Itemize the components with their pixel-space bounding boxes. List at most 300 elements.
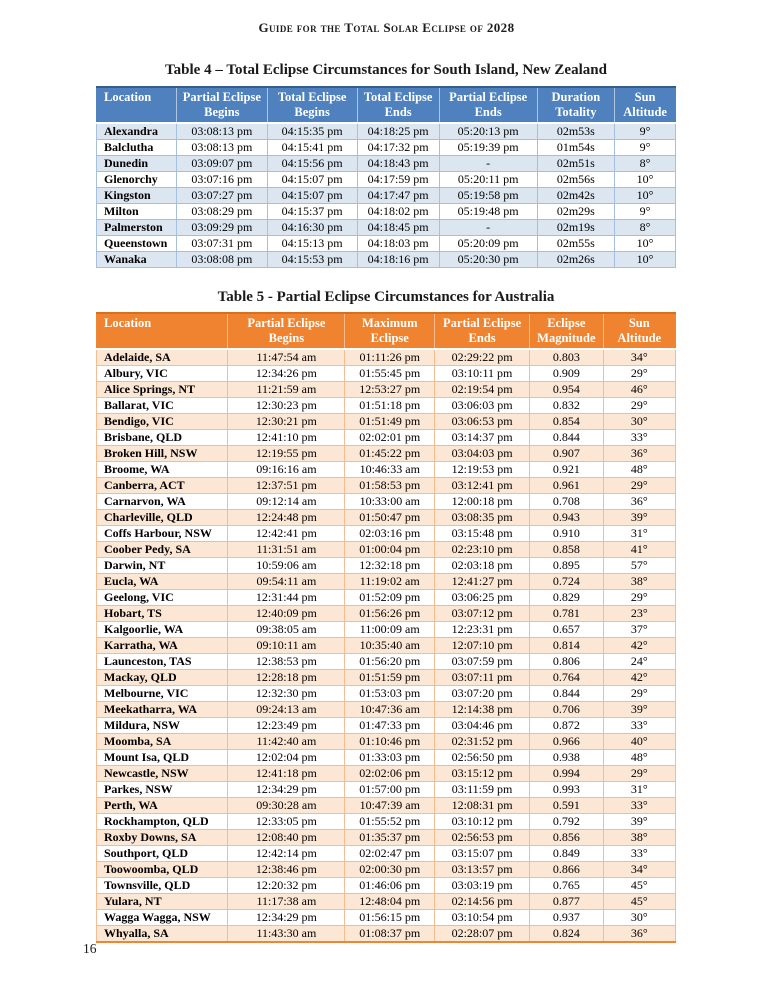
value-cell: 8° xyxy=(615,156,676,172)
location-cell: Bendigo, VIC xyxy=(97,414,228,430)
table-row xyxy=(97,558,676,574)
value-cell: 12:38:46 pm xyxy=(228,862,345,878)
location-cell: Townsville, QLD xyxy=(97,878,228,894)
value-cell: 39° xyxy=(603,702,675,718)
value-cell: 12:28:18 pm xyxy=(228,670,345,686)
location-cell: Eucla, WA xyxy=(97,574,228,590)
value-cell: 04:18:02 pm xyxy=(357,204,439,220)
value-cell: 12:24:48 pm xyxy=(228,510,345,526)
value-cell: 12:30:21 pm xyxy=(228,414,345,430)
table-row xyxy=(97,814,676,830)
value-cell: 01:51:49 pm xyxy=(345,414,435,430)
value-cell: 01:56:26 pm xyxy=(345,606,435,622)
value-cell: 04:15:07 pm xyxy=(267,188,357,204)
location-cell: Karratha, WA xyxy=(97,638,228,654)
table-row xyxy=(97,622,676,638)
location-cell: Palmerston xyxy=(97,220,177,236)
value-cell: 11:43:30 am xyxy=(228,926,345,943)
value-cell: 12:00:18 pm xyxy=(435,494,530,510)
value-cell: 02:00:30 pm xyxy=(345,862,435,878)
value-cell: 0.993 xyxy=(530,782,604,798)
value-cell: 05:19:39 pm xyxy=(439,140,537,156)
table-row xyxy=(97,140,676,156)
value-cell: 01:51:18 pm xyxy=(345,398,435,414)
table-row xyxy=(97,188,676,204)
value-cell: 40° xyxy=(603,734,675,750)
value-cell: 04:15:41 pm xyxy=(267,140,357,156)
value-cell: 0.872 xyxy=(530,718,604,734)
value-cell: 02m29s xyxy=(537,204,615,220)
table-row xyxy=(97,638,676,654)
header-row xyxy=(97,313,676,349)
value-cell: 01:56:20 pm xyxy=(345,654,435,670)
table-row xyxy=(97,670,676,686)
value-cell: 02:56:53 pm xyxy=(435,830,530,846)
location-cell: Canberra, ACT xyxy=(97,478,228,494)
value-cell: 33° xyxy=(603,718,675,734)
value-cell: 0.856 xyxy=(530,830,604,846)
value-cell: 10:47:39 am xyxy=(345,798,435,814)
value-cell: 12:38:53 pm xyxy=(228,654,345,670)
value-cell: 03:08:13 pm xyxy=(176,140,267,156)
value-cell: 0.910 xyxy=(530,526,604,542)
value-cell: 03:08:08 pm xyxy=(176,252,267,268)
value-cell: 57° xyxy=(603,558,675,574)
location-cell: Meekatharra, WA xyxy=(97,702,228,718)
value-cell: 29° xyxy=(603,366,675,382)
value-cell: 0.708 xyxy=(530,494,604,510)
table-row xyxy=(97,654,676,670)
value-cell: 09:24:13 am xyxy=(228,702,345,718)
value-cell: 45° xyxy=(603,894,675,910)
value-cell: 03:08:13 pm xyxy=(176,123,267,140)
value-cell: 09:12:14 am xyxy=(228,494,345,510)
value-cell: 12:48:04 pm xyxy=(345,894,435,910)
value-cell: 0.765 xyxy=(530,878,604,894)
location-cell: Dunedin xyxy=(97,156,177,172)
table-row xyxy=(97,926,676,943)
value-cell: 12:40:09 pm xyxy=(228,606,345,622)
value-cell: 0.824 xyxy=(530,926,604,943)
table5-title: Table 5 - Partial Eclipse Circumstances for Australia xyxy=(217,289,555,305)
value-cell: 12:02:04 pm xyxy=(228,750,345,766)
header-row xyxy=(97,87,676,123)
value-cell: 05:19:58 pm xyxy=(439,188,537,204)
table-row xyxy=(97,798,676,814)
value-cell: 12:30:23 pm xyxy=(228,398,345,414)
value-cell: 0.764 xyxy=(530,670,604,686)
value-cell: - xyxy=(439,220,537,236)
value-cell: 0.877 xyxy=(530,894,604,910)
value-cell: 03:07:20 pm xyxy=(435,686,530,702)
value-cell: 02m42s xyxy=(537,188,615,204)
table-row xyxy=(97,414,676,430)
value-cell: 12:08:40 pm xyxy=(228,830,345,846)
location-cell: Perth, WA xyxy=(97,798,228,814)
value-cell: 03:12:41 pm xyxy=(435,478,530,494)
value-cell: 03:04:46 pm xyxy=(435,718,530,734)
table-row xyxy=(97,446,676,462)
value-cell: 0.724 xyxy=(530,574,604,590)
page-content xyxy=(96,62,676,943)
table-row xyxy=(97,910,676,926)
location-cell: Geelong, VIC xyxy=(97,590,228,606)
value-cell: 03:09:29 pm xyxy=(176,220,267,236)
location-cell: Charleville, QLD xyxy=(97,510,228,526)
value-cell: 0.921 xyxy=(530,462,604,478)
location-cell: Whyalla, SA xyxy=(97,926,228,943)
value-cell: 29° xyxy=(603,686,675,702)
value-cell: 01:53:03 pm xyxy=(345,686,435,702)
value-cell: 29° xyxy=(603,478,675,494)
location-cell: Moomba, SA xyxy=(97,734,228,750)
location-cell: Southport, QLD xyxy=(97,846,228,862)
value-cell: 0.657 xyxy=(530,622,604,638)
value-cell: 0.858 xyxy=(530,542,604,558)
location-cell: Darwin, NT xyxy=(97,558,228,574)
value-cell: 38° xyxy=(603,830,675,846)
value-cell: 02:03:18 pm xyxy=(435,558,530,574)
table-row xyxy=(97,478,676,494)
value-cell: 05:20:13 pm xyxy=(439,123,537,140)
value-cell: 03:14:37 pm xyxy=(435,430,530,446)
value-cell: 12:19:55 pm xyxy=(228,446,345,462)
value-cell: 01:33:03 pm xyxy=(345,750,435,766)
value-cell: 04:15:37 pm xyxy=(267,204,357,220)
table-row xyxy=(97,349,676,366)
table-row xyxy=(97,878,676,894)
location-cell: Kalgoorlie, WA xyxy=(97,622,228,638)
table-row xyxy=(97,526,676,542)
value-cell: 04:16:30 pm xyxy=(267,220,357,236)
value-cell: 01:56:15 pm xyxy=(345,910,435,926)
value-cell: 0.895 xyxy=(530,558,604,574)
value-cell: 38° xyxy=(603,574,675,590)
value-cell: 45° xyxy=(603,878,675,894)
column-header: Sun Altitude xyxy=(615,87,676,123)
location-cell: Albury, VIC xyxy=(97,366,228,382)
value-cell: 03:13:57 pm xyxy=(435,862,530,878)
value-cell: 02m56s xyxy=(537,172,615,188)
table-row xyxy=(97,766,676,782)
value-cell: 11:42:40 am xyxy=(228,734,345,750)
value-cell: 02:23:10 pm xyxy=(435,542,530,558)
value-cell: 0.938 xyxy=(530,750,604,766)
value-cell: 10:59:06 am xyxy=(228,558,345,574)
value-cell: 01:50:47 pm xyxy=(345,510,435,526)
value-cell: 04:18:03 pm xyxy=(357,236,439,252)
table-row xyxy=(97,220,676,236)
column-header: Partial Eclipse Begins xyxy=(228,313,345,349)
value-cell: 31° xyxy=(603,526,675,542)
value-cell: 11:00:09 am xyxy=(345,622,435,638)
table-row xyxy=(97,862,676,878)
value-cell: 09:54:11 am xyxy=(228,574,345,590)
table-row xyxy=(97,252,676,268)
value-cell: 33° xyxy=(603,846,675,862)
value-cell: 10° xyxy=(615,252,676,268)
table-row xyxy=(97,702,676,718)
value-cell: 0.591 xyxy=(530,798,604,814)
value-cell: 42° xyxy=(603,638,675,654)
table-row xyxy=(97,398,676,414)
value-cell: 12:23:31 pm xyxy=(435,622,530,638)
value-cell: 12:07:10 pm xyxy=(435,638,530,654)
value-cell: 04:18:16 pm xyxy=(357,252,439,268)
table-row xyxy=(97,236,676,252)
value-cell: 11:31:51 am xyxy=(228,542,345,558)
table-row xyxy=(97,123,676,140)
value-cell: 0.854 xyxy=(530,414,604,430)
value-cell: - xyxy=(439,156,537,172)
value-cell: 12:37:51 pm xyxy=(228,478,345,494)
value-cell: 34° xyxy=(603,349,675,366)
column-header: Eclipse Magnitude xyxy=(530,313,604,349)
value-cell: 30° xyxy=(603,414,675,430)
value-cell: 24° xyxy=(603,654,675,670)
value-cell: 11:21:59 am xyxy=(228,382,345,398)
value-cell: 12:32:30 pm xyxy=(228,686,345,702)
value-cell: 10° xyxy=(615,188,676,204)
value-cell: 03:07:12 pm xyxy=(435,606,530,622)
location-cell: Broken Hill, NSW xyxy=(97,446,228,462)
table-row xyxy=(97,510,676,526)
value-cell: 04:18:25 pm xyxy=(357,123,439,140)
value-cell: 01:00:04 pm xyxy=(345,542,435,558)
value-cell: 12:34:29 pm xyxy=(228,910,345,926)
value-cell: 03:07:11 pm xyxy=(435,670,530,686)
value-cell: 9° xyxy=(615,140,676,156)
table-row xyxy=(97,894,676,910)
location-cell: Launceston, TAS xyxy=(97,654,228,670)
location-cell: Yulara, NT xyxy=(97,894,228,910)
value-cell: 30° xyxy=(603,910,675,926)
table-row xyxy=(97,846,676,862)
value-cell: 10:47:36 am xyxy=(345,702,435,718)
value-cell: 0.814 xyxy=(530,638,604,654)
value-cell: 12:53:27 pm xyxy=(345,382,435,398)
table-row xyxy=(97,156,676,172)
value-cell: 12:34:29 pm xyxy=(228,782,345,798)
value-cell: 36° xyxy=(603,926,675,943)
table-row xyxy=(97,430,676,446)
value-cell: 0.961 xyxy=(530,478,604,494)
value-cell: 03:07:31 pm xyxy=(176,236,267,252)
value-cell: 03:15:48 pm xyxy=(435,526,530,542)
value-cell: 01:46:06 pm xyxy=(345,878,435,894)
value-cell: 11:19:02 am xyxy=(345,574,435,590)
value-cell: 12:14:38 pm xyxy=(435,702,530,718)
value-cell: 12:20:32 pm xyxy=(228,878,345,894)
value-cell: 11:17:38 am xyxy=(228,894,345,910)
value-cell: 12:08:31 pm xyxy=(435,798,530,814)
value-cell: 03:10:11 pm xyxy=(435,366,530,382)
table-row xyxy=(97,590,676,606)
value-cell: 36° xyxy=(603,446,675,462)
table-row xyxy=(97,462,676,478)
value-cell: 0.829 xyxy=(530,590,604,606)
page-number: 16 xyxy=(83,941,97,956)
value-cell: 02:03:16 pm xyxy=(345,526,435,542)
table-row xyxy=(97,366,676,382)
value-cell: 36° xyxy=(603,494,675,510)
location-cell: Newcastle, NSW xyxy=(97,766,228,782)
value-cell: 04:17:32 pm xyxy=(357,140,439,156)
table-row xyxy=(97,830,676,846)
value-cell: 48° xyxy=(603,462,675,478)
value-cell: 0.803 xyxy=(530,349,604,366)
column-header: Partial Eclipse Begins xyxy=(176,87,267,123)
location-cell: Mount Isa, QLD xyxy=(97,750,228,766)
table-row xyxy=(97,494,676,510)
table-row xyxy=(97,782,676,798)
value-cell: 0.849 xyxy=(530,846,604,862)
value-cell: 10:33:00 am xyxy=(345,494,435,510)
value-cell: 09:10:11 am xyxy=(228,638,345,654)
value-cell: 03:06:53 pm xyxy=(435,414,530,430)
value-cell: 03:08:35 pm xyxy=(435,510,530,526)
value-cell: 04:15:13 pm xyxy=(267,236,357,252)
value-cell: 9° xyxy=(615,123,676,140)
value-cell: 0.781 xyxy=(530,606,604,622)
value-cell: 12:41:18 pm xyxy=(228,766,345,782)
value-cell: 12:42:41 pm xyxy=(228,526,345,542)
value-cell: 12:32:18 pm xyxy=(345,558,435,574)
value-cell: 02:28:07 pm xyxy=(435,926,530,943)
value-cell: 12:19:53 pm xyxy=(435,462,530,478)
value-cell: 05:20:11 pm xyxy=(439,172,537,188)
value-cell: 02m51s xyxy=(537,156,615,172)
value-cell: 33° xyxy=(603,430,675,446)
value-cell: 03:15:12 pm xyxy=(435,766,530,782)
value-cell: 0.966 xyxy=(530,734,604,750)
value-cell: 02m53s xyxy=(537,123,615,140)
column-header: Duration Totality xyxy=(537,87,615,123)
column-header: Sun Altitude xyxy=(603,313,675,349)
value-cell: 02:02:01 pm xyxy=(345,430,435,446)
table-row xyxy=(97,718,676,734)
location-cell: Queenstown xyxy=(97,236,177,252)
value-cell: 01:45:22 pm xyxy=(345,446,435,462)
value-cell: 04:15:07 pm xyxy=(267,172,357,188)
value-cell: 04:17:47 pm xyxy=(357,188,439,204)
value-cell: 37° xyxy=(603,622,675,638)
value-cell: 02:29:22 pm xyxy=(435,349,530,366)
value-cell: 9° xyxy=(615,204,676,220)
value-cell: 12:23:49 pm xyxy=(228,718,345,734)
value-cell: 02:14:56 pm xyxy=(435,894,530,910)
location-cell: Alice Springs, NT xyxy=(97,382,228,398)
location-cell: Kingston xyxy=(97,188,177,204)
value-cell: 34° xyxy=(603,862,675,878)
location-cell: Milton xyxy=(97,204,177,220)
location-cell: Melbourne, VIC xyxy=(97,686,228,702)
table-row xyxy=(97,172,676,188)
column-header: Total Eclipse Begins xyxy=(267,87,357,123)
value-cell: 29° xyxy=(603,590,675,606)
value-cell: 39° xyxy=(603,510,675,526)
value-cell: 0.954 xyxy=(530,382,604,398)
column-header: Total Eclipse Ends xyxy=(357,87,439,123)
location-cell: Hobart, TS xyxy=(97,606,228,622)
value-cell: 0.937 xyxy=(530,910,604,926)
value-cell: 03:07:27 pm xyxy=(176,188,267,204)
value-cell: 03:15:07 pm xyxy=(435,846,530,862)
value-cell: 01:51:59 pm xyxy=(345,670,435,686)
value-cell: 29° xyxy=(603,398,675,414)
location-cell: Alexandra xyxy=(97,123,177,140)
value-cell: 02:31:52 pm xyxy=(435,734,530,750)
column-header: Partial Eclipse Ends xyxy=(435,313,530,349)
value-cell: 33° xyxy=(603,798,675,814)
value-cell: 03:06:25 pm xyxy=(435,590,530,606)
value-cell: 10:46:33 am xyxy=(345,462,435,478)
value-cell: 0.844 xyxy=(530,686,604,702)
value-cell: 01:55:52 pm xyxy=(345,814,435,830)
column-header: Location xyxy=(97,313,228,349)
value-cell: 12:31:44 pm xyxy=(228,590,345,606)
location-cell: Broome, WA xyxy=(97,462,228,478)
value-cell: 02:02:47 pm xyxy=(345,846,435,862)
value-cell: 05:20:09 pm xyxy=(439,236,537,252)
value-cell: 01m54s xyxy=(537,140,615,156)
location-cell: Roxby Downs, SA xyxy=(97,830,228,846)
value-cell: 01:52:09 pm xyxy=(345,590,435,606)
running-header: Guide for the Total Solar Eclipse of 2028 xyxy=(258,20,515,35)
value-cell: 03:03:19 pm xyxy=(435,878,530,894)
location-cell: Rockhampton, QLD xyxy=(97,814,228,830)
location-cell: Parkes, NSW xyxy=(97,782,228,798)
value-cell: 04:18:45 pm xyxy=(357,220,439,236)
value-cell: 0.909 xyxy=(530,366,604,382)
table-row xyxy=(97,574,676,590)
value-cell: 09:30:28 am xyxy=(228,798,345,814)
table-row xyxy=(97,204,676,220)
value-cell: 0.844 xyxy=(530,430,604,446)
value-cell: 01:57:00 pm xyxy=(345,782,435,798)
value-cell: 0.866 xyxy=(530,862,604,878)
value-cell: 11:47:54 am xyxy=(228,349,345,366)
value-cell: 05:20:30 pm xyxy=(439,252,537,268)
value-cell: 12:41:27 pm xyxy=(435,574,530,590)
value-cell: 8° xyxy=(615,220,676,236)
value-cell: 39° xyxy=(603,814,675,830)
table-row xyxy=(97,686,676,702)
value-cell: 04:15:53 pm xyxy=(267,252,357,268)
value-cell: 0.792 xyxy=(530,814,604,830)
value-cell: 41° xyxy=(603,542,675,558)
location-cell: Mildura, NSW xyxy=(97,718,228,734)
location-cell: Wagga Wagga, NSW xyxy=(97,910,228,926)
value-cell: 01:11:26 pm xyxy=(345,349,435,366)
value-cell: 0.994 xyxy=(530,766,604,782)
value-cell: 10:35:40 am xyxy=(345,638,435,654)
value-cell: 23° xyxy=(603,606,675,622)
value-cell: 0.706 xyxy=(530,702,604,718)
value-cell: 01:58:53 pm xyxy=(345,478,435,494)
value-cell: 09:38:05 am xyxy=(228,622,345,638)
table4-title: Table 4 – Total Eclipse Circumstances for South Island, New Zealand xyxy=(165,62,607,78)
value-cell: 01:55:45 pm xyxy=(345,366,435,382)
value-cell: 31° xyxy=(603,782,675,798)
value-cell: 02m55s xyxy=(537,236,615,252)
value-cell: 04:15:35 pm xyxy=(267,123,357,140)
location-cell: Carnarvon, WA xyxy=(97,494,228,510)
value-cell: 03:10:12 pm xyxy=(435,814,530,830)
table-row xyxy=(97,734,676,750)
value-cell: 01:08:37 pm xyxy=(345,926,435,943)
value-cell: 10° xyxy=(615,236,676,252)
